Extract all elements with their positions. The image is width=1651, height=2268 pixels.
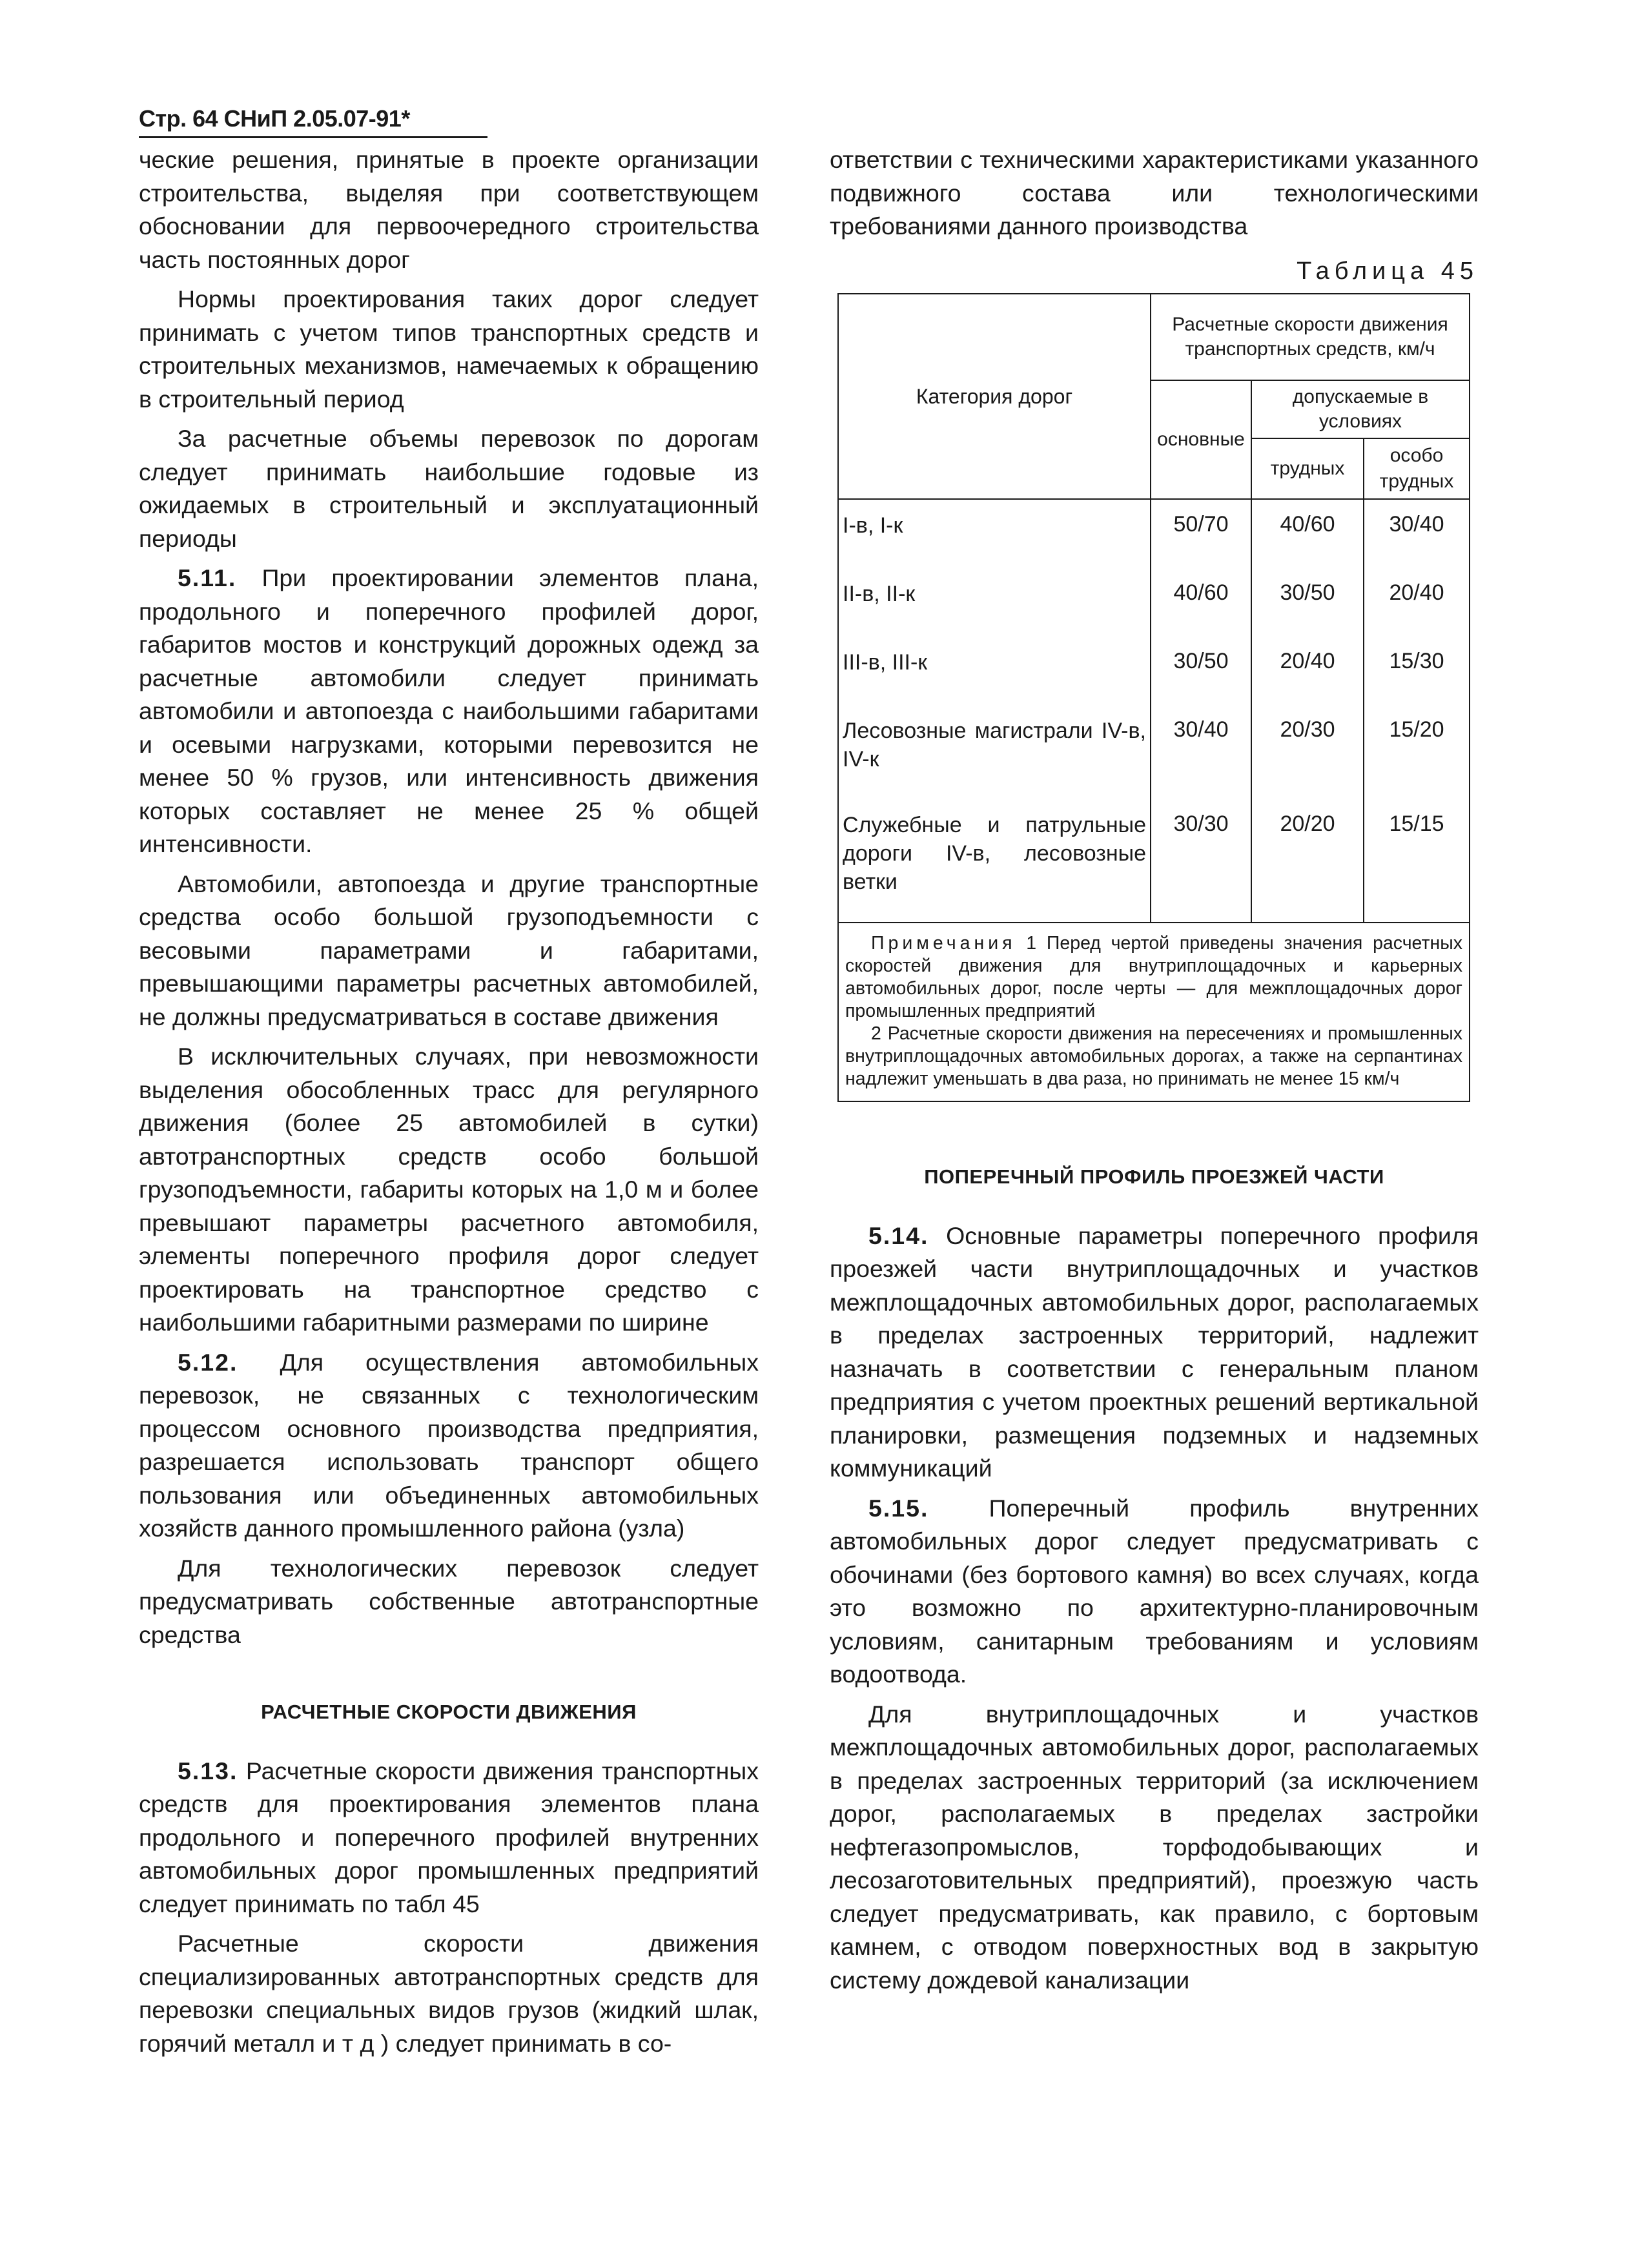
row-difficult-speed: 30/50 [1251,568,1364,637]
row-category: III-в, III-к [838,637,1151,705]
row-difficult-speed: 40/60 [1251,499,1364,568]
right-column [830,143,1479,2003]
header-difficult: трудных [1251,438,1364,499]
clause-number: 5.14. [868,1221,929,1249]
paragraph-text: Поперечный профиль внутренних автомобильных дорог следует предусматривать с обочинами (без бортового камня) во всех случаях, когда это возможно по архитектурно-планировочным условиям, санитарным требованиям и условиям водоотвода. [830,1494,1479,1688]
row-main-speed: 30/30 [1151,799,1251,923]
row-main-speed: 30/40 [1151,705,1251,799]
table-row [838,499,1470,568]
row-difficult-speed: 20/40 [1251,637,1364,705]
row-difficult-speed: 20/20 [1251,799,1364,923]
header-allowed: допускаемые в условиях [1251,380,1470,438]
notes-label: Примечания [871,933,1016,954]
row-difficult-speed: 20/30 [1251,705,1364,799]
header-very-difficult: особо трудных [1364,438,1470,499]
row-very-difficult-speed: 20/40 [1364,568,1470,637]
paragraph [139,1040,759,1340]
paragraph: ответствии с техническими характеристиками указанного подвижного состава или технологическими требованиями данного производства [830,146,1479,240]
clause-number: 5.12. [178,1348,238,1376]
paragraph [139,422,759,555]
paragraph-text: Расчетные скорости движения специализированных автотранспортных средств для перевозки специальных видов грузов (жидкий шлак, горячий металл и т д ) следует принимать в со- [139,1930,759,2057]
clause-number: 5.15. [868,1494,929,1522]
paragraph [139,1346,759,1546]
paragraph [139,562,759,861]
clause-number: 5.11. [178,564,237,591]
header-rule [139,136,487,138]
header-speeds: Расчетные скорости движения транспортных средств, км/ч [1151,294,1470,380]
row-main-speed: 40/60 [1151,568,1251,637]
row-very-difficult-speed: 30/40 [1364,499,1470,568]
paragraph-text: За расчетные объемы перевозок по дорогам следует принимать наибольшие годовые из ожидаемых в строительный и эксплуатационный периоды [139,425,759,552]
paragraph [139,868,759,1034]
table-caption: Таблица 45 [1297,257,1479,285]
section-heading-speeds: РАСЧЕТНЫЕ СКОРОСТИ ДВИЖЕНИЯ [261,1701,637,1723]
note-2: 2 Расчетные скорости движения на пересечениях и промышленных внутриплощадочных автомобильных дорогах, а также на серпантинах надлежит уменьшать в два раза, но принимать не менее 15 км/ч [845,1023,1462,1089]
row-main-speed: 30/50 [1151,637,1251,705]
paragraph [830,1492,1479,1691]
left-column [139,143,759,2067]
paragraph-text: Для внутриплощадочных и участков межплощадочных автомобильных дорог, располагаемых в пределах застроенных территорий (за исключением дорог, располагаемых в пределах застройки нефтегазопромыслов, торфодобывающих и лесозаготовительных предприятий), проезжую часть следует предусматривать, как правило, с бортовым камнем, с отводом поверхностных вод в закрытую систему дождевой канализации [830,1700,1479,1994]
row-main-speed: 50/70 [1151,499,1251,568]
table-notes [838,923,1470,1101]
paragraph-text: При проектировании элементов плана, продольного и поперечного профилей дорог, габаритов мостов и конструкций дорожных одежд за расчетные автомобили следует принимать автомобили и автопоезда с наибольшими габаритами и осевыми нагрузками, которыми перевозится не менее 50 % грузов, или интенсивность движения которых составляет не менее 25 % общей интенсивности. [139,564,759,857]
paragraph-text: Нормы проектирования таких дорог следует принимать с учетом типов транспортных средств и строительных механизмов, намечаемых к обращению в строительный период [139,285,759,413]
paragraph [139,1552,759,1652]
paragraph [139,1755,759,1921]
row-very-difficult-speed: 15/20 [1364,705,1470,799]
note-1: 1 Перед чертой приведены значения расчетных скоростей движения для внутриплощадочных и карьерных автомобильных дорог, после черты — для межплощадочных дорог промышленных предприятий [845,933,1462,1021]
paragraph [139,283,759,416]
paragraph-text: ческие решения, принятые в проекте организации строительства, выделяя при соответствующем обосновании для первоочередного строительства часть постоянных дорог [139,146,759,273]
row-very-difficult-speed: 15/30 [1364,637,1470,705]
clause-number: 5.13. [178,1757,238,1784]
row-category: Служебные и патрульные дороги IV-в, лесовозные ветки [838,799,1151,923]
paragraph-text: Для осуществления автомобильных перевозок, не связанных с технологическим процессом основного производства предприятия, разрешается использовать транспорт общего пользования или объединенных автомобильных хозяйств данного промышленного района (узла) [139,1348,759,1542]
row-category: Лесовозные магистрали IV-в, IV-к [838,705,1151,799]
paragraph-text: Основные параметры поперечного профиля проезжей части внутриплощадочных и участков межплощадочных автомобильных дорог, располагаемых в пределах застроенных территорий, надлежит назначать в соответствии с генеральным планом предприятия с учетом проектных решений вертикальной планировки, размещения подземных и надземных коммуникаций [830,1221,1479,1482]
table-row [838,799,1470,923]
paragraph [830,1220,1479,1486]
paragraph-text: В исключительных случаях, при невозможности выделения обособленных трасс для регулярного движения (более 25 автомобилей в сутки) автотранспортных средств особо большой грузоподъемности, габариты которых на 1,0 м и более превышают параметры расчетного автомобиля, элементы поперечного профиля дорог следует проектировать на транспортное средство с наибольшими габаритными размерами по ширине [139,1043,759,1336]
speeds-table [837,293,1470,1102]
header-category: Категория дорог [838,294,1151,499]
paragraph-text: Автомобили, автопоезда и другие транспортные средства особо большой грузоподъемности с весовыми параметрами и габаритами, превышающими параметры расчетных автомобилей, не должны предусматриваться в составе движения [139,870,759,1030]
paragraph [830,1698,1479,1997]
row-category: I-в, I-к [838,499,1151,568]
section-heading-profile: ПОПЕРЕЧНЫЙ ПРОФИЛЬ ПРОЕЗЖЕЙ ЧАСТИ [924,1165,1384,1188]
paragraph-text: Расчетные скорости движения транспортных средств для проектирования элементов плана продольного и поперечного профилей внутренних автомобильных дорог промышленных предприятий следует принимать по табл 45 [139,1757,759,1917]
paragraph-text: Для технологических перевозок следует предусматривать собственные автотранспортные средства [139,1554,759,1648]
header-main: основные [1151,380,1251,499]
page-header: Стр. 64 СНиП 2.05.07-91* [139,105,410,132]
row-very-difficult-speed: 15/15 [1364,799,1470,923]
row-category: II-в, II-к [838,568,1151,637]
paragraph [139,143,759,276]
table-row [838,568,1470,637]
table-row [838,705,1470,799]
paragraph [139,1927,759,2060]
table-row [838,637,1470,705]
